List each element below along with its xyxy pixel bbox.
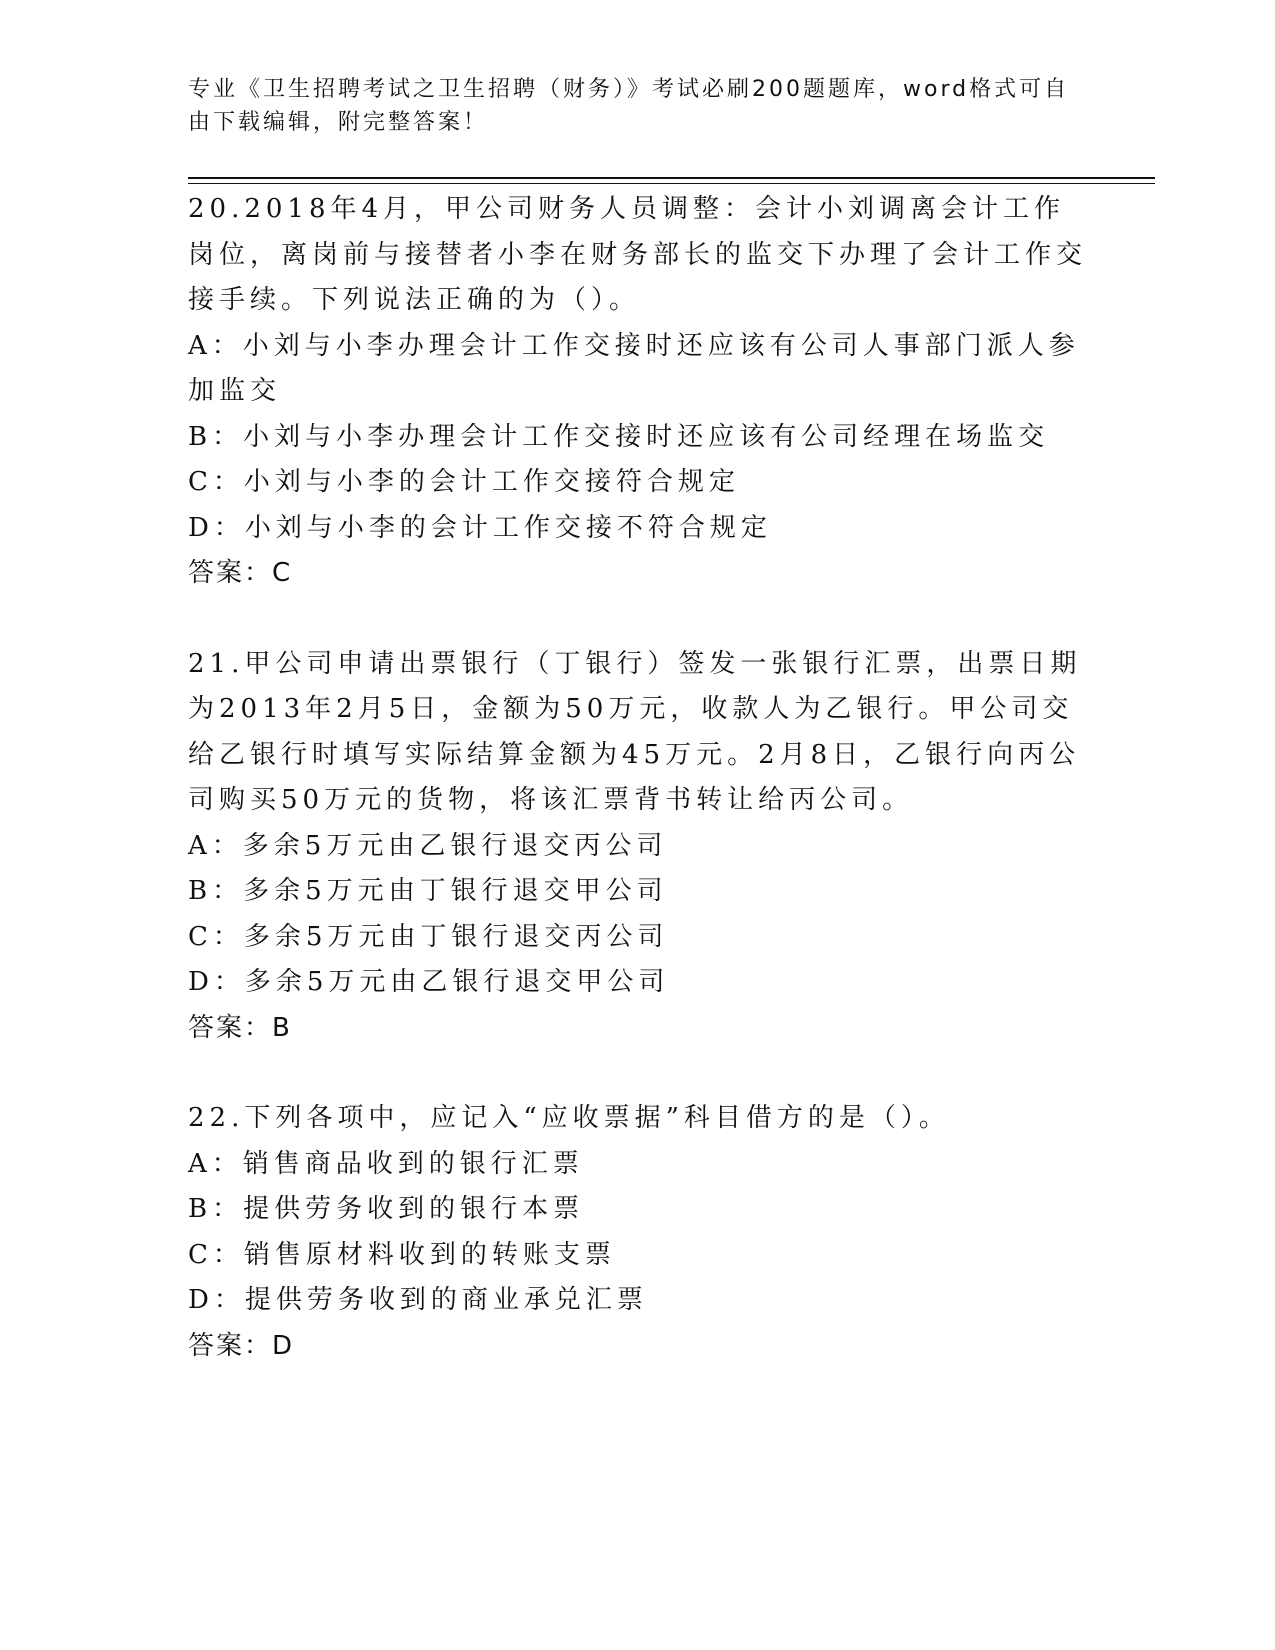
option-b: B：小刘与小李办理会计工作交接时还应该有公司经理在场监交 — [188, 421, 1050, 452]
option-c: C：销售原材料收到的转账支票 — [188, 1239, 616, 1270]
answer-label: 答案：C — [188, 558, 293, 588]
option-b: B：多余5万元由丁银行退交甲公司 — [188, 876, 668, 906]
question-22 — [188, 1096, 1088, 1369]
header-divider-thin — [188, 183, 1155, 184]
option-a: A：销售商品收到的银行汇票 — [188, 1148, 584, 1179]
answer-label: 答案：D — [188, 1330, 295, 1361]
question-stem: 22.下列各项中，应记入“应收票据”科目借方的是（）。 — [188, 1103, 950, 1133]
question-list — [188, 187, 1088, 1414]
option-d: D：多余5万元由乙银行退交甲公司 — [188, 967, 670, 997]
option-c: C：多余5万元由丁银行退交丙公司 — [188, 921, 669, 952]
question-20 — [188, 187, 1088, 597]
option-d: D：提供劳务收到的商业承兑汇票 — [188, 1285, 648, 1315]
option-a: A：多余5万元由乙银行退交丙公司 — [188, 830, 668, 861]
header-text: 专业《卫生招聘考试之卫生招聘（财务）》考试必刷200题题库，word格式可自由下载编辑，附完整答案！ — [188, 77, 1070, 135]
question-stem: 21.甲公司申请出票银行（丁银行）签发一张银行汇票，出票日期为2013年2月5日，金额为50万元，收款人为乙银行。甲公司交给乙银行时填写实际结算金额为45万元。2月8日，乙银行向丙公司购买50万元的货物，将该汇票背书转让给丙公司。 — [188, 648, 1082, 815]
header-divider-thick — [188, 177, 1155, 179]
option-b: B：提供劳务收到的银行本票 — [188, 1194, 585, 1224]
option-d: D：小刘与小李的会计工作交接不符合规定 — [188, 512, 772, 543]
option-a: A：小刘与小李办理会计工作交接时还应该有公司人事部门派人参加监交 — [188, 330, 1080, 406]
answer-label: 答案：B — [188, 1012, 292, 1043]
option-c: C：小刘与小李的会计工作交接符合规定 — [188, 467, 740, 497]
question-21 — [188, 642, 1088, 1052]
document-header — [188, 73, 1088, 139]
question-stem: 20.2018年4月，甲公司财务人员调整：会计小刘调离会计工作岗位，离岗前与接替者小李在财务部长的监交下办理了会计工作交接手续。下列说法正确的为（）。 — [188, 194, 1088, 315]
